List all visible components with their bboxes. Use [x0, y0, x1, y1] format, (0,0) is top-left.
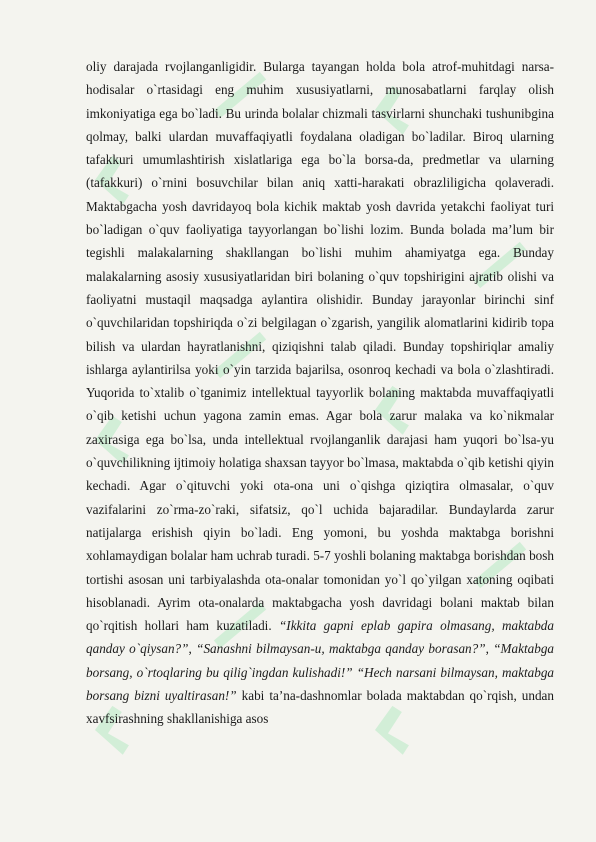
quote-text: “Sanashni bilmaysan-u, maktabga qanday borasan?”: [196, 641, 486, 657]
body-paragraph: [86, 55, 554, 731]
quote-text: “Maktabga borsang, o`rtoqlaring bu qilig`ingdan kulishadi!” “Hech narsani bilmaysan, maktabga borsang bizni uyaltirasan!”: [86, 641, 555, 704]
quote-text: “Ikkita gapni eplab gapira olmasang, maktabda qanday o`qiysan?”: [86, 618, 554, 657]
body-text: oliy darajada rvojlanganligidir. Bularga tayangan holda bola atrof-muhitdagi narsa-hodisalar o`rtasidagi eng muhim xususiyatlarni, munosabatlarni farqlay olish imkoniyatiga ega bo`ladi. Bu urinda bolalar chizmali tasvirlarni shunchaki tushunibgina qolmay, balki ulardan muvaffaqiyatli foydalana oladigan bo`ladilar. Biroq ularning tafakkuri umumlashtirish xislatlariga ega bo`la borsa-da, predmetlar va ularning (tafakkuri) o`rnini bosuvchilar bilan aniq xatti-harakati obrazliligicha qolaveradi. Maktabgacha yosh davridayoq bola kichik maktab yosh davrida yetakchi faoliyat turi bo`ladigan o`quv faoliyatiga tayyorlangan bo`lishi lozim. Bunda bolada ma’lum bir tegishli malakalarning shakllangan bo`lishi muhim ahamiyatga ega. Bunday malakalarning asosiy xususiyatlaridan biri bolaning o`quv topshirigini ajratib olishi va faoliyatni mustaqil maqsadga aylantira olishidir. Bunday jarayonlar birinchi sinf o`quvchilaridan topshiriqda o`zi belgilagan o`zgarish, yangilik alomatlarini kidirib topa bilish va ulardan hayratlanishni, qiziqishni talab qiladi. Bunday topshiriqlar amaliy ishlarga aylantirilsa yoki o`yin tarzida bajarilsa, osonroq kechadi va bola o`zlashtiradi. Yuqorida to`xtalib o`tganimiz intellektual tayyorlik bolaning maktabda muvaffaqiyatli o`qib ketishi uchun yagona zamin emas. Agar bola zarur malaka va ko`nikmalar zaxirasiga ega bo`lsa, unda intellektual rvojlanganlik darajasi ham yuqori bo`lsa-yu o`quvchilikning ijtimoiy holatiga shaxsan tayyor bo`lmasa, maktabda o`qib ketishi qiyin kechadi. Agar o`qituvchi yoki ota-ona uni o`qishga qiziqtira olmasalar, o`quv vazifalarini zo`rma-zo`raki, sifatsiz, qo`l uchida bajaradilar. Bundaylarda zarur natijalarga erishish qiyin bo`ladi. Eng yomoni, bu yoshda maktabga borishni xohlamaydigan bolalar ham uchrab turadi. 5-7 yoshli bolaning maktabga borishdan bosh tortishi asosan uni tarbiyalashda ota-onalar tomonidan yo`l qo`yilgan xatoning oqibati hisoblanadi. Ayrim ota-onalarda maktabgacha yosh davridagi bolani maktab bilan qo`rqitish hollari ham kuzatiladi.: [86, 59, 554, 634]
separator-text: ,: [188, 641, 197, 657]
document-body: [86, 55, 554, 731]
separator-text: ,: [485, 641, 494, 657]
body-text: kabi ta’na-dashnomlar bolada maktabdan qo`rqish, undan xavfsirashning shakllanishiga asos: [86, 688, 555, 727]
